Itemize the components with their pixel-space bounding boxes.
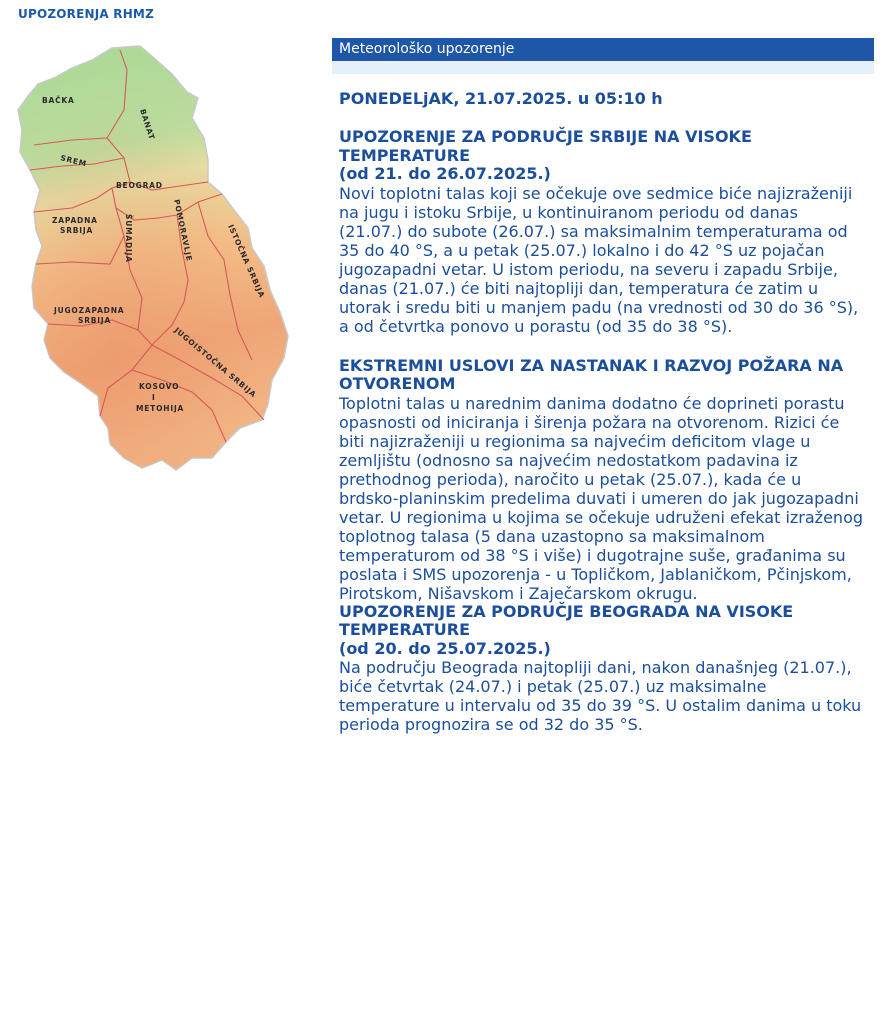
map-label-zapadna-srbija-1: ZAPADNA [52, 216, 98, 225]
map-label-zapadna-srbija-2: SRBIJA [60, 226, 94, 235]
section-heading-serbia: UPOZORENJE ZA PODRUČJE SRBIJE NA VISOKE TEMPERATURE [339, 127, 752, 165]
map-label-jugozapadna-srbija-2: SRBIJA [78, 316, 112, 325]
map-label-kosovo-1: KOSOVO [139, 382, 180, 391]
map-label-pomoravlje: POMORAVLJE [172, 198, 195, 263]
warning-panel [332, 38, 874, 734]
section-text-fire: Toplotni talas u narednim danima dodatno će doprineti porastu opasnosti od iniciranja i širenja požara na otvorenom. Rizici će biti najizraženiji u regionima sa najvećim deficitom vlage u zemljištu (odnosno sa najvećim nedostatkom padavina iz prethodnog perioda), naročito u petak (25.07.), kada će u brdsko-planinskim predelima duvati i umeren do jak jugozapadni vetar. U regionima u kojima se očekuje udruženi efekat izraženog toplotnog talasa (5 dana uzastopno sa maksimalnom temperaturom od 38 °S i više) i dugotrajne suše, građanima su poslata i SMS upozorenja - u Topličkom, Jablaničkom, Pčinjskom, Pirotskom, Nišavskom i Zaječarskom okrugu. [339, 393, 864, 603]
panel-title-underline [332, 61, 874, 74]
section-heading-fire: EKSTREMNI USLOVI ZA NASTANAK I RAZVOJ POŽARA NA OTVORENOM [339, 355, 844, 393]
map-label-kosovo-2: I [152, 393, 156, 402]
map-label-kosovo-3: METOHIJA [136, 404, 185, 413]
panel-title: Meteorološko upozorenje [332, 38, 874, 61]
map-label-beograd: BEOGRAD [116, 181, 163, 190]
map-label-jugoistocna-srbija: JUGOISTOČNA SRBIJA [172, 325, 259, 400]
section-text-serbia: Novi toplotni talas koji se očekuje ove sedmice biće najizraženiji na jugu i istoku Srbije, u kontinuiranom periodu od danas (21.07.) do subote (26.07.) sa maksimalnim temperaturama od 35 do 40 °S, a u petak (25.07.) lokalno i do 42 °S uz pojačan jugozapadni vetar. U istom periodu, na severu i zapadu Srbije, danas (21.07.) će biti najtopliji dan, temperatura će zatim u utorak i sredu biti u manjem padu (na vrednosti od 30 do 36 °S), a od četvrtka ponovo u porastu (od 35 do 38 °S). [339, 183, 859, 336]
map-label-jugozapadna-srbija-1: JUGOZAPADNA [54, 306, 125, 315]
map-label-backa: BAČKA [42, 96, 75, 105]
map-label-sumadija: ŠUMADIJA [124, 214, 133, 263]
section-heading-belgrade-period: (od 20. do 25.07.2025.) [339, 638, 551, 658]
warning-date: PONEDELjAK, 21.07.2025. u 05:10 h [339, 89, 663, 108]
map-label-banat: BANAT [138, 107, 157, 142]
map-label-istocna-srbija: ISTOČNA SRBIJA [226, 223, 267, 300]
serbia-region-map[interactable] [12, 40, 308, 480]
section-heading-belgrade: UPOZORENJE ZA PODRUČJE BEOGRADA NA VISOKE TEMPERATURE [339, 601, 794, 639]
section-text-belgrade: Na području Beograda najtopliji dani, nakon današnjeg (21.07.), biće četvrtak (24.07.) i petak (25.07.) uz maksimalne temperature u intervalu od 35 do 39 °S. U ostalim danima u toku perioda prognozira se od 32 do 35 °S. [339, 658, 862, 734]
page-title: UPOZORENJA RHMZ [18, 7, 154, 21]
section-heading-serbia-period: (od 21. do 26.07.2025.) [339, 164, 551, 183]
map-label-srem: SREM [59, 153, 88, 169]
